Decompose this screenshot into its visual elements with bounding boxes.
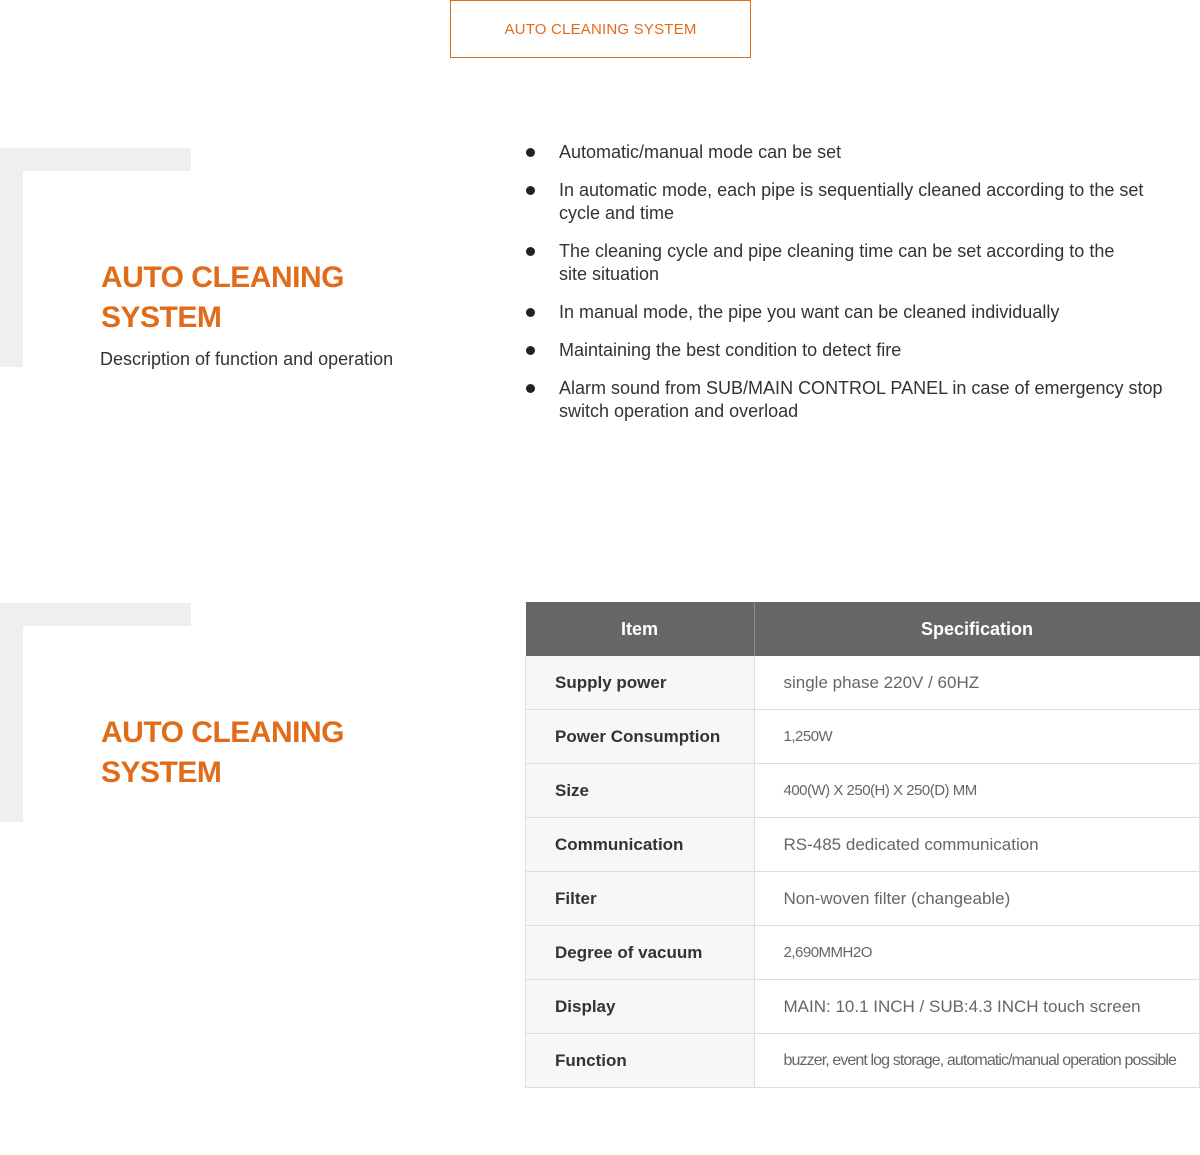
row-item: Communication: [526, 818, 755, 872]
header-item: Item: [526, 602, 755, 656]
table-row: [526, 710, 1200, 764]
feature-text: Alarm sound from SUB/MAIN CONTROL PANEL in case of emergency stop switch operation and overload: [559, 378, 1163, 421]
feature-text: The cleaning cycle and pipe cleaning time can be set according to the site situation: [559, 241, 1115, 284]
row-spec: RS-485 dedicated communication: [754, 818, 1200, 872]
row-spec: Non-woven filter (changeable): [754, 872, 1200, 926]
row-spec: buzzer, event log storage, automatic/manual operation possible: [754, 1034, 1200, 1088]
feature-list: [525, 141, 1175, 438]
table-header-row: [526, 602, 1200, 656]
list-item: [525, 339, 1175, 362]
bullet-icon: [526, 384, 535, 393]
section2-title-line2: SYSTEM: [101, 756, 222, 789]
list-item: [525, 179, 1175, 225]
bullet-icon: [526, 247, 535, 256]
row-spec: 1,250W: [754, 710, 1200, 764]
row-spec: MAIN: 10.1 INCH / SUB:4.3 INCH touch screen: [754, 980, 1200, 1034]
bullet-icon: [526, 148, 535, 157]
list-item: [525, 301, 1175, 324]
list-item: [525, 377, 1175, 423]
section2-title-line1: AUTO CLEANING: [101, 716, 344, 749]
table-row: [526, 980, 1200, 1034]
row-item: Supply power: [526, 656, 755, 710]
list-item: [525, 240, 1175, 286]
row-spec: 400(W) X 250(H) X 250(D) MM: [754, 764, 1200, 818]
tab-label: AUTO CLEANING SYSTEM: [504, 20, 697, 38]
row-item: Degree of vacuum: [526, 926, 755, 980]
row-item: Size: [526, 764, 755, 818]
bullet-icon: [526, 308, 535, 317]
row-item: Display: [526, 980, 755, 1034]
section1-title: [101, 258, 401, 338]
table-row: [526, 872, 1200, 926]
list-item: [525, 141, 1175, 164]
section2-title: [101, 713, 401, 793]
table-row: [526, 926, 1200, 980]
row-item: Filter: [526, 872, 755, 926]
bullet-icon: [526, 346, 535, 355]
row-item: Function: [526, 1034, 755, 1088]
feature-text: In manual mode, the pipe you want can be cleaned individually: [559, 302, 1060, 322]
feature-text: In automatic mode, each pipe is sequentially cleaned according to the set cycle and time: [559, 180, 1144, 223]
tab-auto-cleaning-system[interactable]: [450, 0, 751, 58]
bullet-icon: [526, 186, 535, 195]
table-row: [526, 818, 1200, 872]
table-row: [526, 764, 1200, 818]
table-row: [526, 656, 1200, 710]
feature-text: Maintaining the best condition to detect fire: [559, 340, 902, 360]
row-spec: single phase 220V / 60HZ: [754, 656, 1200, 710]
row-spec: 2,690MMH2O: [754, 926, 1200, 980]
row-item: Power Consumption: [526, 710, 755, 764]
section1-title-line2: SYSTEM: [101, 301, 222, 334]
table-row: [526, 1034, 1200, 1088]
section1-title-line1: AUTO CLEANING: [101, 261, 344, 294]
feature-text: Automatic/manual mode can be set: [559, 142, 842, 162]
header-specification: Specification: [754, 602, 1200, 656]
section1-subtitle: Description of function and operation: [100, 349, 394, 369]
spec-table: [525, 602, 1200, 1088]
